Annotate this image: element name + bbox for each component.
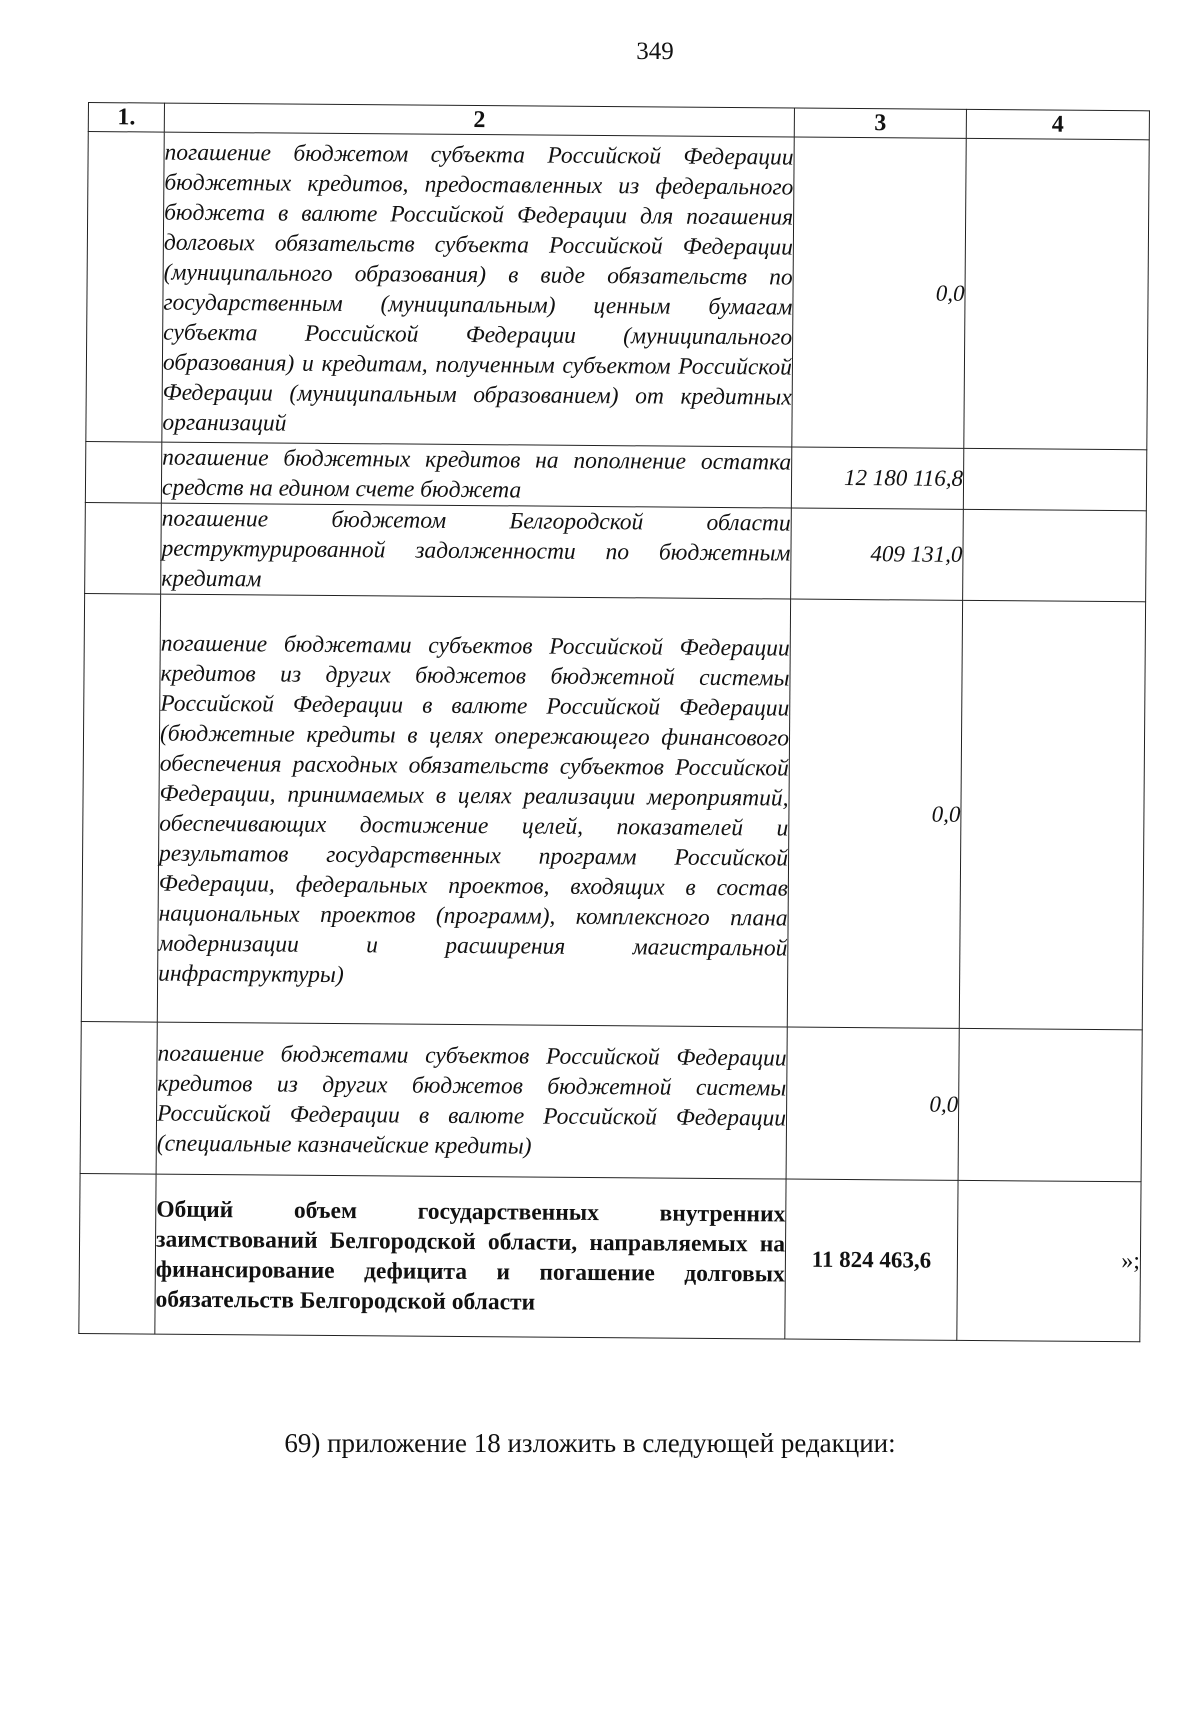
row-description: погашение бюджетом субъекта Российской Федерации бюджетных кредитов, предоставленных из федерального бюджета в валюте Российской Федерации для погашения долговых обязательств субъекта Российской Федерации (муниципального образования) в виде обязательств по государственным (муниципальным) ценным бумагам субъекта Российской Федерации (муниципального образования) и кредитам, полученным субъектом Российской Федерации (муниципальным образованием) от кредитных организаций: [162, 132, 794, 447]
borrowing-table: [78, 102, 1150, 1342]
table-row: [80, 1021, 1142, 1181]
row-number-cell: [86, 132, 164, 443]
row-extra: [964, 138, 1149, 449]
row-number-cell: [80, 1021, 157, 1174]
total-description: Общий объем государственных внутренних заимствований Белгородской области, направляемых на финансирование дефицита и погашение долговых обязательств Белгородской области: [155, 1174, 786, 1339]
row-extra: [963, 448, 1146, 510]
header-col-1: 1.: [88, 103, 164, 133]
table-row: [85, 441, 1146, 510]
row-amount: 409 131,0: [791, 508, 964, 600]
row-amount: 0,0: [786, 1027, 959, 1180]
row-amount: 0,0: [792, 137, 966, 448]
row-amount: 0,0: [787, 599, 962, 1028]
total-amount: 11 824 463,6: [785, 1179, 958, 1340]
row-amount: 12 180 116,8: [791, 447, 963, 509]
row-number-cell: [85, 502, 162, 594]
header-col-3: 3: [794, 108, 966, 138]
closing-quote: »;: [957, 1180, 1141, 1341]
row-description: погашение бюджетами субъектов Российской Федерации кредитов из других бюджетов бюджетной системы Российской Федерации в валюте Российской Федерации (специальные казначейские кредиты): [156, 1022, 787, 1179]
row-description: погашение бюджетами субъектов Российской Федерации кредитов из других бюджетов бюджетной системы Российской Федерации в валюте Российской Федерации (бюджетные кредиты в целях опережающего финансового обеспечения расходных обязательств субъектов Российской Федерации, принимаемых в целях реализации мероприятий, обеспечивающих достижение целей, показателей и результатов государственных программ Российской Федерации, федеральных проектов, входящих в состав национальных проектов (программ), комплексного плана модернизации и расширения магистральной инфраструктуры): [157, 594, 790, 1027]
table-row: [85, 502, 1147, 601]
row-extra: [958, 1028, 1142, 1181]
row-extra: [963, 509, 1147, 601]
row-extra: [959, 600, 1145, 1029]
page-number: 349: [636, 38, 674, 65]
amendment-note: 69) приложение 18 изложить в следующей редакции:: [284, 1428, 896, 1458]
table-row: [81, 593, 1145, 1029]
row-description: погашение бюджетных кредитов на пополнение остатка средств на едином счете бюджета: [161, 442, 791, 508]
row-number-cell: [85, 441, 161, 503]
row-number-cell: [79, 1173, 156, 1334]
row-number-cell: [81, 593, 160, 1022]
row-description: погашение бюджетом Белгородской области реструктурированной задолженности по бюджетным кредитам: [161, 503, 792, 599]
table-row-total: [79, 1173, 1141, 1341]
header-col-2: 2: [164, 103, 794, 137]
header-col-4: 4: [966, 109, 1149, 139]
table-row: [86, 132, 1149, 450]
